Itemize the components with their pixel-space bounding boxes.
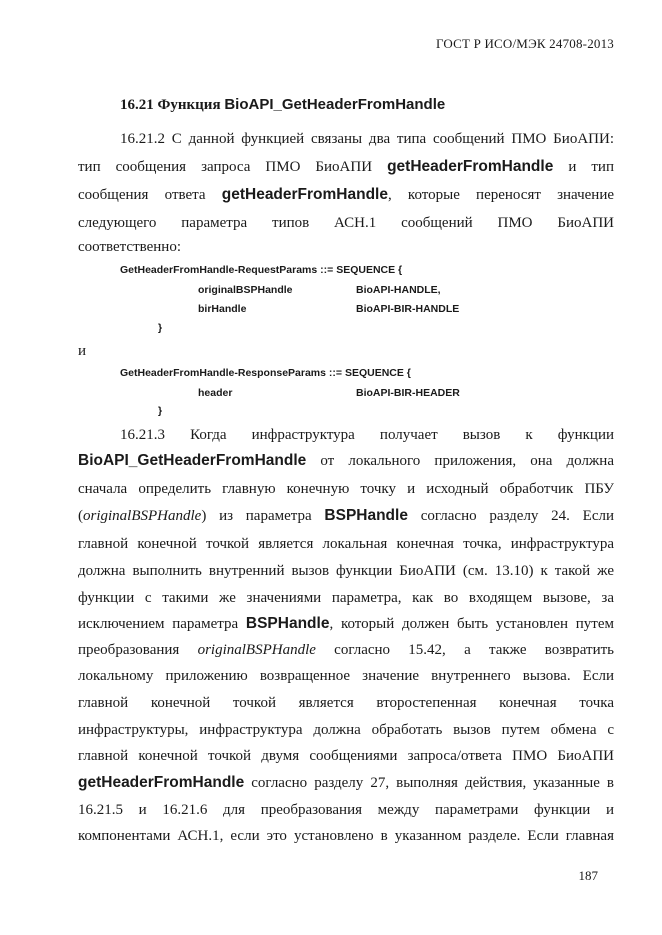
param-ref: BSPHandle: [324, 507, 408, 524]
connector-text: и: [78, 343, 87, 359]
para1-line-5: соответственно:: [78, 239, 181, 255]
code1-close-brace: }: [158, 322, 163, 334]
code2-header: GetHeaderFromHandle-ResponseParams ::= SEQUENCE {: [120, 367, 411, 379]
para2-line-1: 16.21.3 Когда инфраструктура получает вызов к функции: [120, 427, 614, 443]
document-header: ГОСТ Р ИСО/МЭК 24708-2013: [435, 36, 614, 51]
para2-line-9: [78, 641, 614, 659]
para2-line-4: [78, 507, 614, 525]
para1-text: сообщения ответа: [78, 187, 222, 203]
param-ref: BSPHandle: [245, 615, 330, 632]
para2-text: , который должен быть установлен путем: [329, 616, 614, 632]
para1-text: тип сообщения запроса ПМО БиоАПИ: [78, 159, 388, 175]
para2-text: исключением параметра: [78, 616, 246, 632]
para2-text: согласно разделу 27, выполняя действия, указанные в: [244, 775, 614, 791]
function-ref: getHeaderFromHandle: [221, 186, 388, 203]
param-ref: originalBSPHandle: [197, 642, 316, 658]
code2-field-type: BioAPI-BIR-HEADER: [356, 387, 460, 399]
para2-line-6: должна выполнить внутренний вызов функции БиоАПИ (см. 13.10) к такой же: [78, 563, 614, 579]
para1-line-1: [120, 130, 614, 148]
para2-line-11: главной конечной точкой является второстепенная конечная точка: [78, 695, 614, 711]
code1-field-type: BioAPI-HANDLE,: [356, 284, 441, 296]
para2-line-13: главной конечной точкой двумя сообщениями запроса/ответа ПМО БиоАПИ: [78, 748, 614, 764]
para2-line-16: компонентами АСН.1, если это установлено в указанном разделе. Если главная: [78, 828, 614, 844]
para1-text: , которые переносят значение: [387, 187, 615, 203]
function-ref: getHeaderFromHandle: [78, 774, 245, 791]
page-number: 187: [578, 868, 598, 883]
para1-line-4: следующего параметра типов АСН.1 сообщений ПМО БиоАПИ: [78, 215, 614, 231]
para2-line-8: [78, 615, 614, 633]
para2-line-2: [78, 452, 614, 470]
para2-text: (: [78, 508, 83, 524]
para2-text: согласно 15.42, а также возвратить: [315, 642, 614, 658]
para1-text: и тип: [553, 159, 614, 175]
para2-line-10: локальному приложению возвращенное значение внутреннего вызова. Если: [78, 668, 614, 684]
function-ref: BioAPI_GetHeaderFromHandle: [78, 452, 307, 469]
code2-field-name: header: [198, 387, 233, 399]
para2-line-7: функции с такими же значениями параметра, как во входящем вызове, за: [78, 590, 614, 606]
function-ref: getHeaderFromHandle: [387, 158, 554, 175]
para2-text: от локального приложения, она должна: [306, 453, 614, 469]
para2-line-12: инфраструктуры, инфраструктура должна обработать вызов путем обмена с: [78, 722, 614, 738]
para1-text: 16.21.2 С данной функцией связаны два типа сообщений ПМО БиоАПИ:: [120, 131, 614, 147]
code1-field-type: BioAPI-BIR-HANDLE: [356, 303, 460, 315]
para2-text: согласно разделу 24. Если: [407, 508, 614, 524]
param-ref: originalBSPHandle: [83, 508, 202, 524]
code1-field-name: birHandle: [198, 303, 247, 315]
section-title-prefix: 16.21 Функция: [120, 97, 225, 113]
para1-line-2: [78, 158, 614, 176]
code1-field-name: originalBSPHandle: [198, 284, 293, 296]
para1-line-3: [78, 186, 614, 204]
para2-text: ) из параметра: [201, 508, 325, 524]
section-function-name: BioAPI_GetHeaderFromHandle: [224, 96, 446, 113]
para2-line-5: главной конечной точкой является локальная конечная точка, инфраструктура: [78, 536, 614, 552]
para2-line-14: [78, 774, 614, 792]
section-title: [120, 96, 445, 114]
para2-text: преобразования: [78, 642, 198, 658]
para2-line-3: сначала определить главную конечную точку и исходный обработчик ПБУ: [78, 481, 614, 497]
code2-close-brace: }: [158, 405, 163, 417]
para2-line-15: 16.21.5 и 16.21.6 для преобразования между параметрами функции и: [78, 802, 614, 818]
code1-header: GetHeaderFromHandle-RequestParams ::= SEQUENCE {: [120, 264, 403, 276]
